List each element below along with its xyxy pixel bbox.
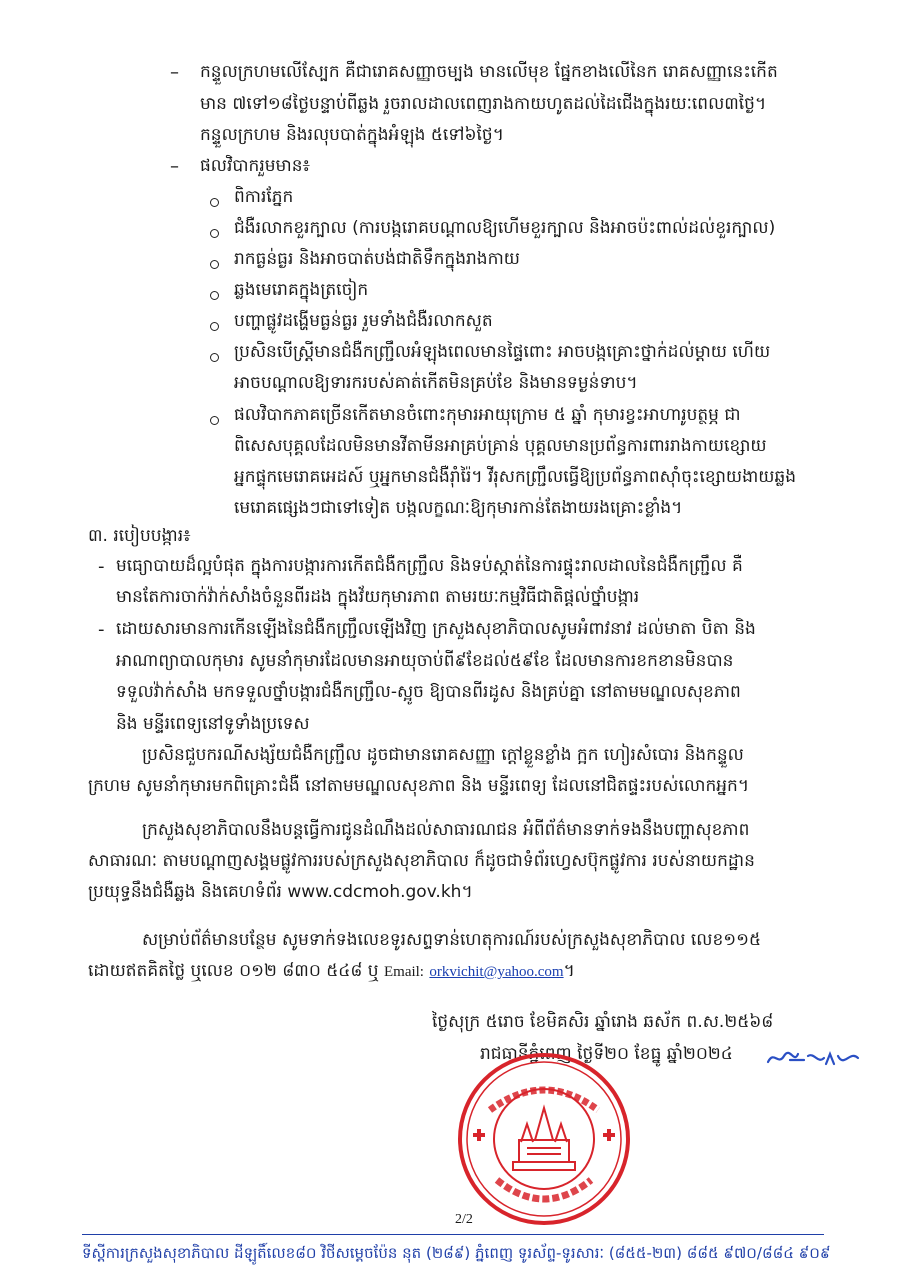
dash-bullet: - xyxy=(98,619,105,640)
paragraph-line: ក្រហម សូមនាំកុមារមកពិគ្រោះជំងឺ នៅតាមមណ្ឌលសុខភាព និង មន្ទីរពេទ្យ ដែលនៅជិតផ្ទះរបស់លោកអ្នក។ xyxy=(88,776,750,796)
dash-bullet: – xyxy=(170,156,179,177)
dash-bullet: - xyxy=(98,556,105,577)
circle-bullet xyxy=(210,322,219,331)
lunar-date: ថ្ងៃសុក្រ ៥រោច ខែមិគសិរ ឆ្នាំរោង ឆស័ក ព.ស.២៥៦៨ xyxy=(432,1012,774,1032)
list-item: ឆ្លងមេរោគក្នុងត្រចៀក xyxy=(234,280,369,300)
gregorian-date: រាជធានីភ្នំពេញ ថ្ងៃទី២០ ខែធ្នូ ឆ្នាំ២០២៤ xyxy=(480,1044,733,1064)
signature-mark xyxy=(764,1044,864,1074)
text-line: និង មន្ទីរពេទ្យនៅទូទាំងប្រទេស xyxy=(116,714,310,734)
circle-bullet xyxy=(210,229,219,238)
text-line: ផលវិបាករួមមាន៖ xyxy=(200,156,310,176)
list-item-continued: ពិសេសបុគ្គលដែលមិនមានវីតាមីនអាគ្រប់គ្រាន់ បុគ្គលមានប្រព័ន្ធការពាររាងកាយខ្សោយ xyxy=(234,436,767,456)
contact-text: ដោយឥតគិតថ្លៃ ឬលេខ ០១២ ៨៣០ ៥៤៨ ឬ xyxy=(88,961,379,981)
paragraph-line: ក្រសួងសុខាភិបាលនឹងបន្តធ្វើការជូនដំណឹងដល់សាធារណជន អំពីព័ត៌មានទាក់ទងនឹងបញ្ហាសុខភាព xyxy=(142,820,750,840)
circle-bullet xyxy=(210,416,219,425)
footer-rule xyxy=(82,1234,824,1235)
list-item: រាកធ្ងន់ធ្ងរ និងអាចបាត់បង់ជាតិទឹកក្នុងរាងកាយ xyxy=(234,249,520,269)
text-line: មធ្យោបាយដ៏ល្អបំផុត ក្នុងការបង្ការការកើតជំងឺកញ្ជ្រឹល និងទប់ស្កាត់នៃការផ្ទុះរាលដាលនៃជំងឺកញ្ជ្រឹល គឺ xyxy=(116,556,743,576)
circle-bullet xyxy=(210,260,219,269)
text-line: មានតែការចាក់វ៉ាក់សាំងចំនួនពីរដង ក្នុងវ័យកុមារភាព តាមរយៈកម្មវិធីជាតិផ្ដល់ថ្នាំបង្ការ xyxy=(116,587,640,607)
section-heading: ៣. របៀបបង្ការ៖ xyxy=(88,526,191,546)
list-item: ផលវិបាកភាគច្រើនកើតមានចំពោះកុមារអាយុក្រោម ៥ ឆ្នាំ កុមារខ្វះអាហារូបត្ថម្ភ ជា xyxy=(234,405,741,425)
page-number: 2/2 xyxy=(455,1212,473,1227)
end-mark: ។ xyxy=(563,961,575,981)
circle-bullet xyxy=(210,291,219,300)
list-item-continued: អាចបណ្ដាលឱ្យទារករបស់គាត់កើតមិនគ្រប់ខែ និងមានទម្ងន់ទាប។ xyxy=(234,373,638,393)
ministry-seal xyxy=(455,1050,633,1228)
paragraph-line: សម្រាប់ព័ត៌មានបន្ថែម សូមទាក់ទងលេខទូរសព្ទទាន់ហេតុការណ៍របស់ក្រសួងសុខាភិបាល លេខ១១៥ xyxy=(142,930,762,950)
circle-bullet xyxy=(210,198,219,207)
list-item-continued: មេរោគផ្សេងៗជាទៅទៀត បង្កលក្ខណៈឱ្យកុមារកាន់តែងាយរងគ្រោះខ្លាំង។ xyxy=(234,498,683,518)
list-item: ជំងឺរលាកខួរក្បាល (ការបង្ករោគបណ្ដាលឱ្យហើមខួរក្បាល និងអាចប៉ះពាល់ដល់ខួរក្បាល) xyxy=(234,218,776,238)
email-link[interactable]: orkvichit@yahoo.com xyxy=(429,964,564,980)
paragraph-line: ប្រយុទ្ធនឹងជំងឺឆ្លង និងគេហទំព័រ www.cdcmoh.gov.kh។ xyxy=(88,882,473,902)
text-line: កន្ទួលក្រហមលើស្បែក គឺជារោគសញ្ញាចម្បង មានលើមុខ ផ្នែកខាងលើនៃក រោគសញ្ញានេះកើត xyxy=(200,62,778,82)
circle-bullet xyxy=(210,353,219,362)
list-item: បញ្ហាផ្លូវដង្ហើមធ្ងន់ធ្ងរ រួមទាំងជំងឺរលាកសួត xyxy=(234,311,493,331)
paragraph-line xyxy=(88,963,575,980)
text-line: មាន ៧ទៅ១៨ថ្ងៃបន្ទាប់ពីឆ្លង រួចរាលដាលពេញរាងកាយហូតដល់ដៃជើងក្នុងរយៈពេល៣ថ្ងៃ។ xyxy=(200,94,767,114)
text-line: អាណាព្យាបាលកុមារ សូមនាំកុមារដែលមានអាយុចាប់ពី៩ខែដល់៥៩ខែ ដែលមានការខកខានមិនបាន xyxy=(116,651,734,671)
text-line: ដោយសារមានការកើនឡើងនៃជំងឺកញ្ជ្រឹលឡើងវិញ ក្រសួងសុខាភិបាលសូមអំពាវនាវ ដល់មាតា បិតា និង xyxy=(116,619,756,639)
list-item: ពិការភ្នែក xyxy=(234,187,294,207)
text-line: កន្ទួលក្រហម និងរលុបបាត់ក្នុងអំឡុង ៥ទៅ៦ថ្ងៃ។ xyxy=(200,125,504,145)
footer-address: ទីស្តីការក្រសួងសុខាភិបាល ដីឡូតិ៍លេខ៨០ វិថីសម្ដេចប៉ែន នុត (២៨៩) ភ្នំពេញ ទូរស័ព្ទ-ទូរសារៈ (៨៥៥-២៣) ៨៨៥ ៩៧០/៨៨៤ ៩០៩ xyxy=(82,1244,831,1262)
paragraph-line: សាធារណៈ តាមបណ្ដាញសង្គមផ្លូវការរបស់ក្រសួងសុខាភិបាល ក៏ដូចជាទំព័រហ្វេសប៊ុកផ្លូវការ របស់នាយកដ្ឋាន xyxy=(88,851,755,871)
text-line: ទទួលវ៉ាក់សាំង មកទទួលថ្នាំបង្ការជំងឺកញ្ជ្រឹល-ស្អូច ឱ្យបានពីរដូស និងគ្រប់គ្នា នៅតាមមណ្ឌលសុខភាព xyxy=(116,682,741,702)
email-label: Email: xyxy=(383,964,424,980)
dash-bullet: – xyxy=(170,62,179,83)
paragraph-line: ប្រសិនជួបករណីសង្ស័យជំងឺកញ្ជ្រឹល ដូចជាមានរោគសញ្ញា ក្ដៅខ្លួនខ្លាំង ក្អក ហៀរសំបោរ និងកន្ទួល xyxy=(142,745,744,765)
list-item: ប្រសិនបើស្ត្រីមានជំងឺកញ្ជ្រឹលអំឡុងពេលមានផ្ទៃពោះ អាចបង្កគ្រោះថ្នាក់ដល់ម្ដាយ ហើយ xyxy=(234,342,771,362)
list-item-continued: អ្នកផ្ទុកមេរោគអេដស៍ ឬអ្នកមានជំងឺរ៉ាំរ៉ៃ។ វីរុសកញ្ជ្រឹលធ្វើឱ្យប្រព័ន្ធភាពស៊ាំចុះខ្សោយងាយឆ្លង xyxy=(234,467,797,487)
